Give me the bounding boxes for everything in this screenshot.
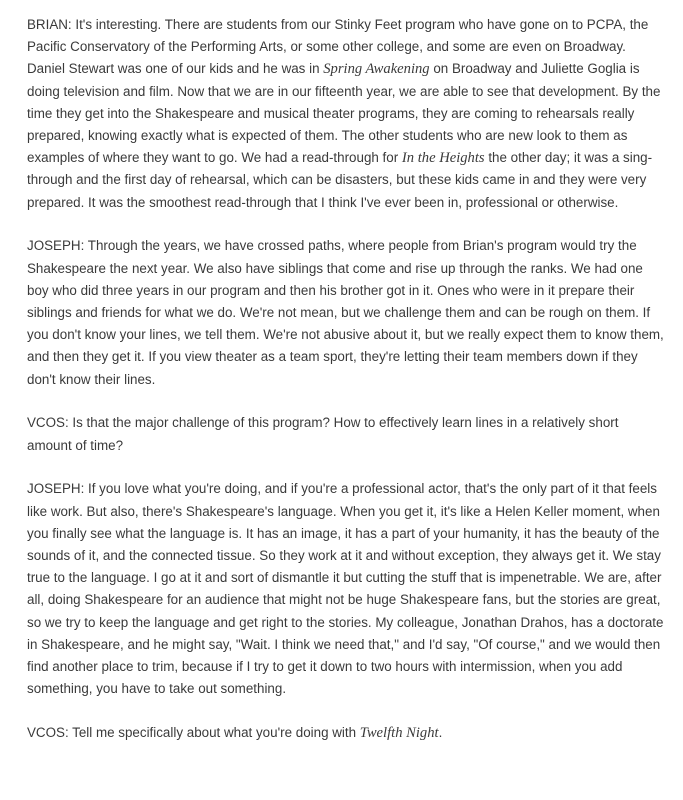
- paragraph-vcos-twelfth-night-question: [27, 722, 665, 744]
- paragraph-joseph-crossed-paths: [27, 235, 665, 390]
- text-run: on Broadway and Juliette Goglia is doing television and film. Now that we are in our fifteenth year, we are able to see that development. By the time they get into the Shakespeare and musical theater programs, they are coming to rehearsals really prepared, knowing exactly what is expected of them. The other students who are new look to them as examples of where they want to go. We had a read-through for: [27, 61, 661, 166]
- text-run: JOSEPH: Through the years, we have crossed paths, where people from Brian's program would try the Shakespeare the next year. We also have siblings that come and rise up through the ranks. We had one boy who did three years in our program and then his brother got in it. Ones who were in it prepare their siblings and friends for what we do. We're not mean, but we challenge them and can be rough on them. If you don't know your lines, we tell them. We're not abusive about it, but we really expect them to know them, and then they get it. If you view theater as a team sport, they're letting their team members down if they don't know their lines.: [27, 238, 664, 387]
- show-title-twelfth-night: Twelfth Night: [359, 725, 439, 742]
- text-run: the other day; it was a sing-through and the first day of rehearsal, which can be disasters, but these kids came in and they were very prepared. It was the smoothest read-through that I think I've ever been in, professional or otherwise.: [27, 150, 653, 210]
- paragraph-vcos-challenge-question: [27, 412, 665, 456]
- text-run: JOSEPH: If you love what you're doing, and if you're a professional actor, that's the only part of it that feels like work. But also, there's Shakespeare's language. When you get it, it's like a Helen Keller moment, when you finally see what the language is. It has an image, it has a part of your humanity, it has the beauty of the sounds of it, and the connected tissue. So they work at it and without exception, they always get it. We stay true to the language. I go at it and sort of dismantle it but cutting the stuff that is impenetrable. We are, after all, doing Shakespeare for an audience that might not be huge Shakespeare fans, but the stories are great, so we try to keep the language and get right to the stories. My colleague, Jonathan Drahos, has a doctorate in Shakespeare, and he might say, "Wait. I think we need that," and I'd say, "Of course," and we would then find another place to trim, because if I try to get it down to two hours with intermission, when you add something, you have to take out something.: [27, 481, 664, 697]
- text-run: VCOS: Tell me specifically about what you're doing with: [27, 725, 360, 741]
- text-run: .: [438, 725, 443, 741]
- show-title-spring-awakening: Spring Awakening: [323, 61, 430, 78]
- text-run: VCOS: Is that the major challenge of this program? How to effectively learn lines in a relatively short amount of time?: [27, 415, 619, 453]
- interview-article: [27, 14, 665, 766]
- text-run: BRIAN: It's interesting. There are students from our Stinky Feet program who have gone on to PCPA, the Pacific Conservatory of the Performing Arts, or some other college, and some are even on Broadway. Daniel Stewart was one of our kids and he was in: [27, 17, 649, 77]
- show-title-in-the-heights: In the Heights: [401, 150, 485, 167]
- paragraph-brian-students: [27, 14, 665, 214]
- paragraph-joseph-shakespeare-language: [27, 478, 665, 700]
